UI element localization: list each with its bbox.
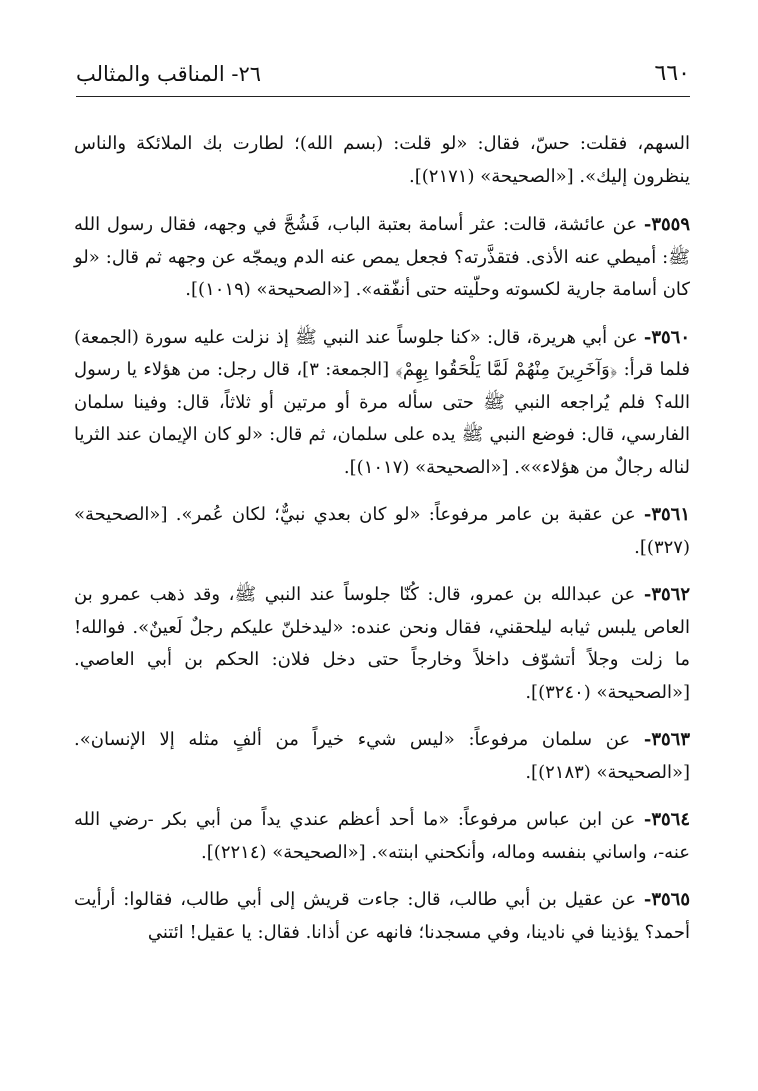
hadith-number: ٣٥٦٣- — [643, 729, 690, 750]
hadith-3563 — [74, 724, 690, 789]
page-number: ٦٦٠ — [654, 61, 690, 86]
chapter-title: ٢٦- المناقب والمثالب — [76, 62, 262, 86]
paragraph-text: عن عبدالله بن عمرو، قال: كُنّا جلوساً عند النبي ﷺ، وقد ذهب عمرو بن العاص يلبس ثيابه ليلحقني، فقال ونحن عنده: «ليدخلنّ عليكم رجلٌ لَعينٌ». فوالله! ما زلت وجلاً أتشوّف داخلاً وخارجاً حتى دخل فلان: الحكم بن أبي العاصي. [«الصحيحة» (٣٢٤٠)]. — [74, 584, 690, 703]
hadith-number: ٣٥٦٠- — [643, 326, 690, 348]
paragraph-text: عن عائشة، قالت: عثر أسامة بعتبة الباب، فَشُجَّ في وجهه، فقال رسول الله ﷺ: أميطي عنه الأذى. فتقذَّرته؟ فجعل يمص عنه الدم ويمجّه عن وجهه ثم قال: «لو كان أسامة جارية لكسوته وحلّيته حتى أنفّقه». [«الصحيحة» (١٠١٩)]. — [74, 214, 690, 300]
hadith-3559 — [74, 209, 690, 307]
paragraph-text: عن ابن عباس مرفوعاً: «ما أحد أعظم عندي يداً من أبي بكر -رضي الله عنه-، واساني بنفسه وماله، وأنكحني ابنته». [«الصحيحة» (٢٢١٤)]. — [74, 809, 690, 863]
hadith-3564 — [74, 804, 690, 869]
hadith-3562 — [74, 579, 690, 709]
hadith-number: ٣٥٦٢- — [643, 584, 690, 605]
paragraph-text: السهم، فقلت: حسّ، فقال: «لو قلت: (بسم الله)؛ لطارت بك الملائكة والناس ينظرون إليك». [«الصحيحة» (٢١٧١)]. — [74, 133, 690, 187]
hadith-number: ٣٥٦١- — [643, 504, 690, 525]
paragraph-text: عن سلمان مرفوعاً: «ليس شيء خيراً من ألفٍ مثله إلا الإنسان». [«الصحيحة» (٢١٨٣)]. — [74, 729, 690, 783]
hadith-number: ٣٥٦٤- — [643, 809, 690, 830]
hadith-3561 — [74, 499, 690, 564]
hadith-number: ٣٥٥٩- — [643, 214, 690, 235]
hadith-3560 — [74, 322, 690, 485]
hadith-3565 — [74, 884, 690, 949]
paragraph-text: عن أبي هريرة، قال: «كنا جلوساً عند النبي ﷺ إذ نزلت عليه سورة (الجمعة) فلما قرأ: ﴿وَآخَرِينَ مِنْهُمْ لَمَّا يَلْحَقُوا بِهِمْ﴾ [الجمعة: ٣]، قال رجل: من هؤلاء يا رسول الله؟ فلم يُراجعه النبي ﷺ حتى سأله مرة أو مرتين أو ثلاثاً، قال: وفينا سلمان الفارسي، قال: فوضع النبي ﷺ يده على سلمان، ثم قال: «لو كان الإيمان عند الثريا لناله رجالٌ من هؤلاء»». [«الصحيحة» (١٠١٧)]. — [74, 326, 690, 478]
paragraph-text: عن عقيل بن أبي طالب، قال: جاءت قريش إلى أبي طالب، فقالوا: أرأيت أحمد؟ يؤذينا في نادينا، وفي مسجدنا؛ فانهه عن أذانا. فقال: يا عقيل! ائتني — [74, 889, 690, 943]
paragraph-text: عن عقبة بن عامر مرفوعاً: «لو كان بعدي نبيٌّ؛ لكان عُمر». [«الصحيحة» (٣٢٧)]. — [74, 504, 690, 558]
hadith-number: ٣٥٦٥- — [643, 889, 690, 910]
continued-paragraph — [74, 128, 690, 193]
running-header — [76, 56, 690, 97]
page-body — [74, 128, 690, 964]
